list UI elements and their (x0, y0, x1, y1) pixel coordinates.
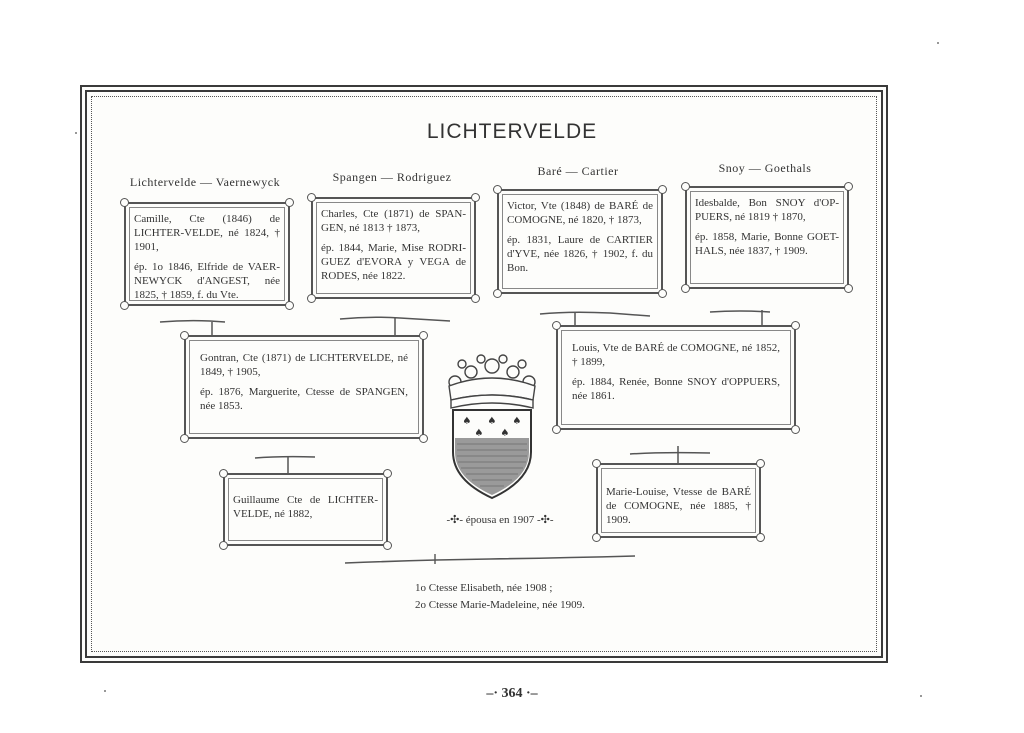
svg-text:♠: ♠ (512, 416, 522, 427)
corner-ornament (120, 198, 129, 207)
corner-ornament (791, 321, 800, 330)
box-idesbalde (685, 186, 849, 289)
ornament-right-icon: -✣- (536, 514, 554, 526)
box-guillaume (223, 473, 388, 546)
idesbalde-text: Idesbalde, Bon SNOY d'OP-PUERS, né 1819 † 1870, (695, 197, 839, 223)
elfride-text: ép. 1o 1846, Elfride de VAER-NEWYCK d'ANGEST, née 1825, † 1859, f. du Vte. (134, 261, 280, 301)
corner-ornament (307, 193, 316, 202)
corner-ornament (219, 469, 228, 478)
ornament-left-icon: -✣- (446, 514, 464, 526)
gontran-text: Gontran, Cte (1871) de LICHTERVELDE, né 1849, † 1905, (200, 352, 408, 378)
charles-text: Charles, Cte (1871) de SPAN-GEN, né 1813 † 1873, (321, 208, 466, 234)
corner-ornament (219, 541, 228, 550)
column-heading-lichtervelde: Lichtervelde — Vaernewyck (129, 175, 281, 189)
scan-speck (937, 42, 939, 44)
marguerite-text: ép. 1876, Marguerite, Ctesse de SPANGEN, née 1853. (200, 386, 408, 412)
victor-text: Victor, Vte (1848) de BARÉ de COMOGNE, né 1820, † 1873, (507, 200, 653, 226)
box-gontran (184, 335, 424, 439)
corner-ornament (756, 533, 765, 542)
marie-rodriguez-text: ép. 1844, Marie, Mise RODRI-GUEZ d'EVORA y VEGA de RODES, née 1822. (321, 242, 466, 282)
child-elisabeth: 1o Ctesse Elisabeth, née 1908 ; (415, 582, 553, 594)
scan-speck (104, 690, 106, 692)
box-marie-louise (596, 463, 761, 538)
svg-text:♠: ♠ (474, 428, 484, 439)
corner-ornament (756, 459, 765, 468)
corner-ornament (180, 434, 189, 443)
column-heading-snoy: Snoy — Goethals (718, 161, 812, 175)
corner-ornament (592, 533, 601, 542)
renee-text: ép. 1884, Renée, Bonne SNOY d'OPPUERS, née 1861. (572, 376, 780, 402)
corner-ornament (493, 185, 502, 194)
corner-ornament (681, 182, 690, 191)
page-number (0, 686, 1024, 702)
column-heading-bare: Baré — Cartier (537, 164, 619, 178)
corner-ornament (658, 185, 667, 194)
child-marie-madeleine: 2o Ctesse Marie-Madeleine, née 1909. (415, 599, 585, 611)
corner-ornament (419, 331, 428, 340)
page-number-ornament-left: –· (486, 686, 502, 701)
corner-ornament (844, 182, 853, 191)
marriage-connector-line (340, 550, 640, 570)
corner-ornament (471, 193, 480, 202)
marie-goethals-text: ép. 1858, Marie, Bonne GOET-HALS, née 1837, † 1909. (695, 231, 839, 257)
marie-louise-text: Marie-Louise, Vtesse de BARÉ de COMOGNE, née 1885, † 1909. (606, 486, 751, 526)
corner-ornament (383, 541, 392, 550)
page-number-value: 364 (501, 686, 523, 701)
guillaume-text: Guillaume Cte de LICHTER-VELDE, né 1882, (233, 494, 378, 520)
corner-ornament (552, 425, 561, 434)
corner-ornament (180, 331, 189, 340)
corner-ornament (844, 284, 853, 293)
box-louis (556, 325, 796, 430)
svg-text:♠: ♠ (500, 428, 510, 439)
page-title: LICHTERVELDE (426, 120, 598, 143)
column-heading-spangen: Spangen — Rodriguez (332, 170, 452, 184)
scan-speck (75, 132, 77, 134)
marriage-note (420, 513, 580, 526)
svg-text:♠: ♠ (487, 416, 497, 427)
children-list (415, 580, 585, 614)
corner-ornament (681, 284, 690, 293)
corner-ornament (658, 289, 667, 298)
corner-ornament (493, 289, 502, 298)
corner-ornament (552, 321, 561, 330)
corner-ornament (592, 459, 601, 468)
svg-text:♠: ♠ (462, 416, 472, 427)
corner-ornament (383, 469, 392, 478)
box-charles (311, 197, 476, 299)
corner-ornament (791, 425, 800, 434)
corner-ornament (285, 198, 294, 207)
corner-ornament (120, 301, 129, 310)
box-victor (497, 189, 663, 294)
page-number-ornament-right: ·– (522, 686, 538, 701)
louis-text: Louis, Vte de BARÉ de COMOGNE, né 1852, † 1899, (572, 342, 780, 368)
camille-text: Camille, Cte (1846) de LICHTER-VELDE, né 1824, † 1901, (134, 213, 280, 253)
coat-of-arms-icon (437, 352, 547, 502)
laure-text: ép. 1831, Laure de CARTIER d'YVE, née 1826, † 1902, f. du Bon. (507, 234, 653, 274)
box-camille (124, 202, 290, 306)
scan-speck (920, 695, 922, 697)
marriage-label: épousa en 1907 (465, 514, 535, 526)
